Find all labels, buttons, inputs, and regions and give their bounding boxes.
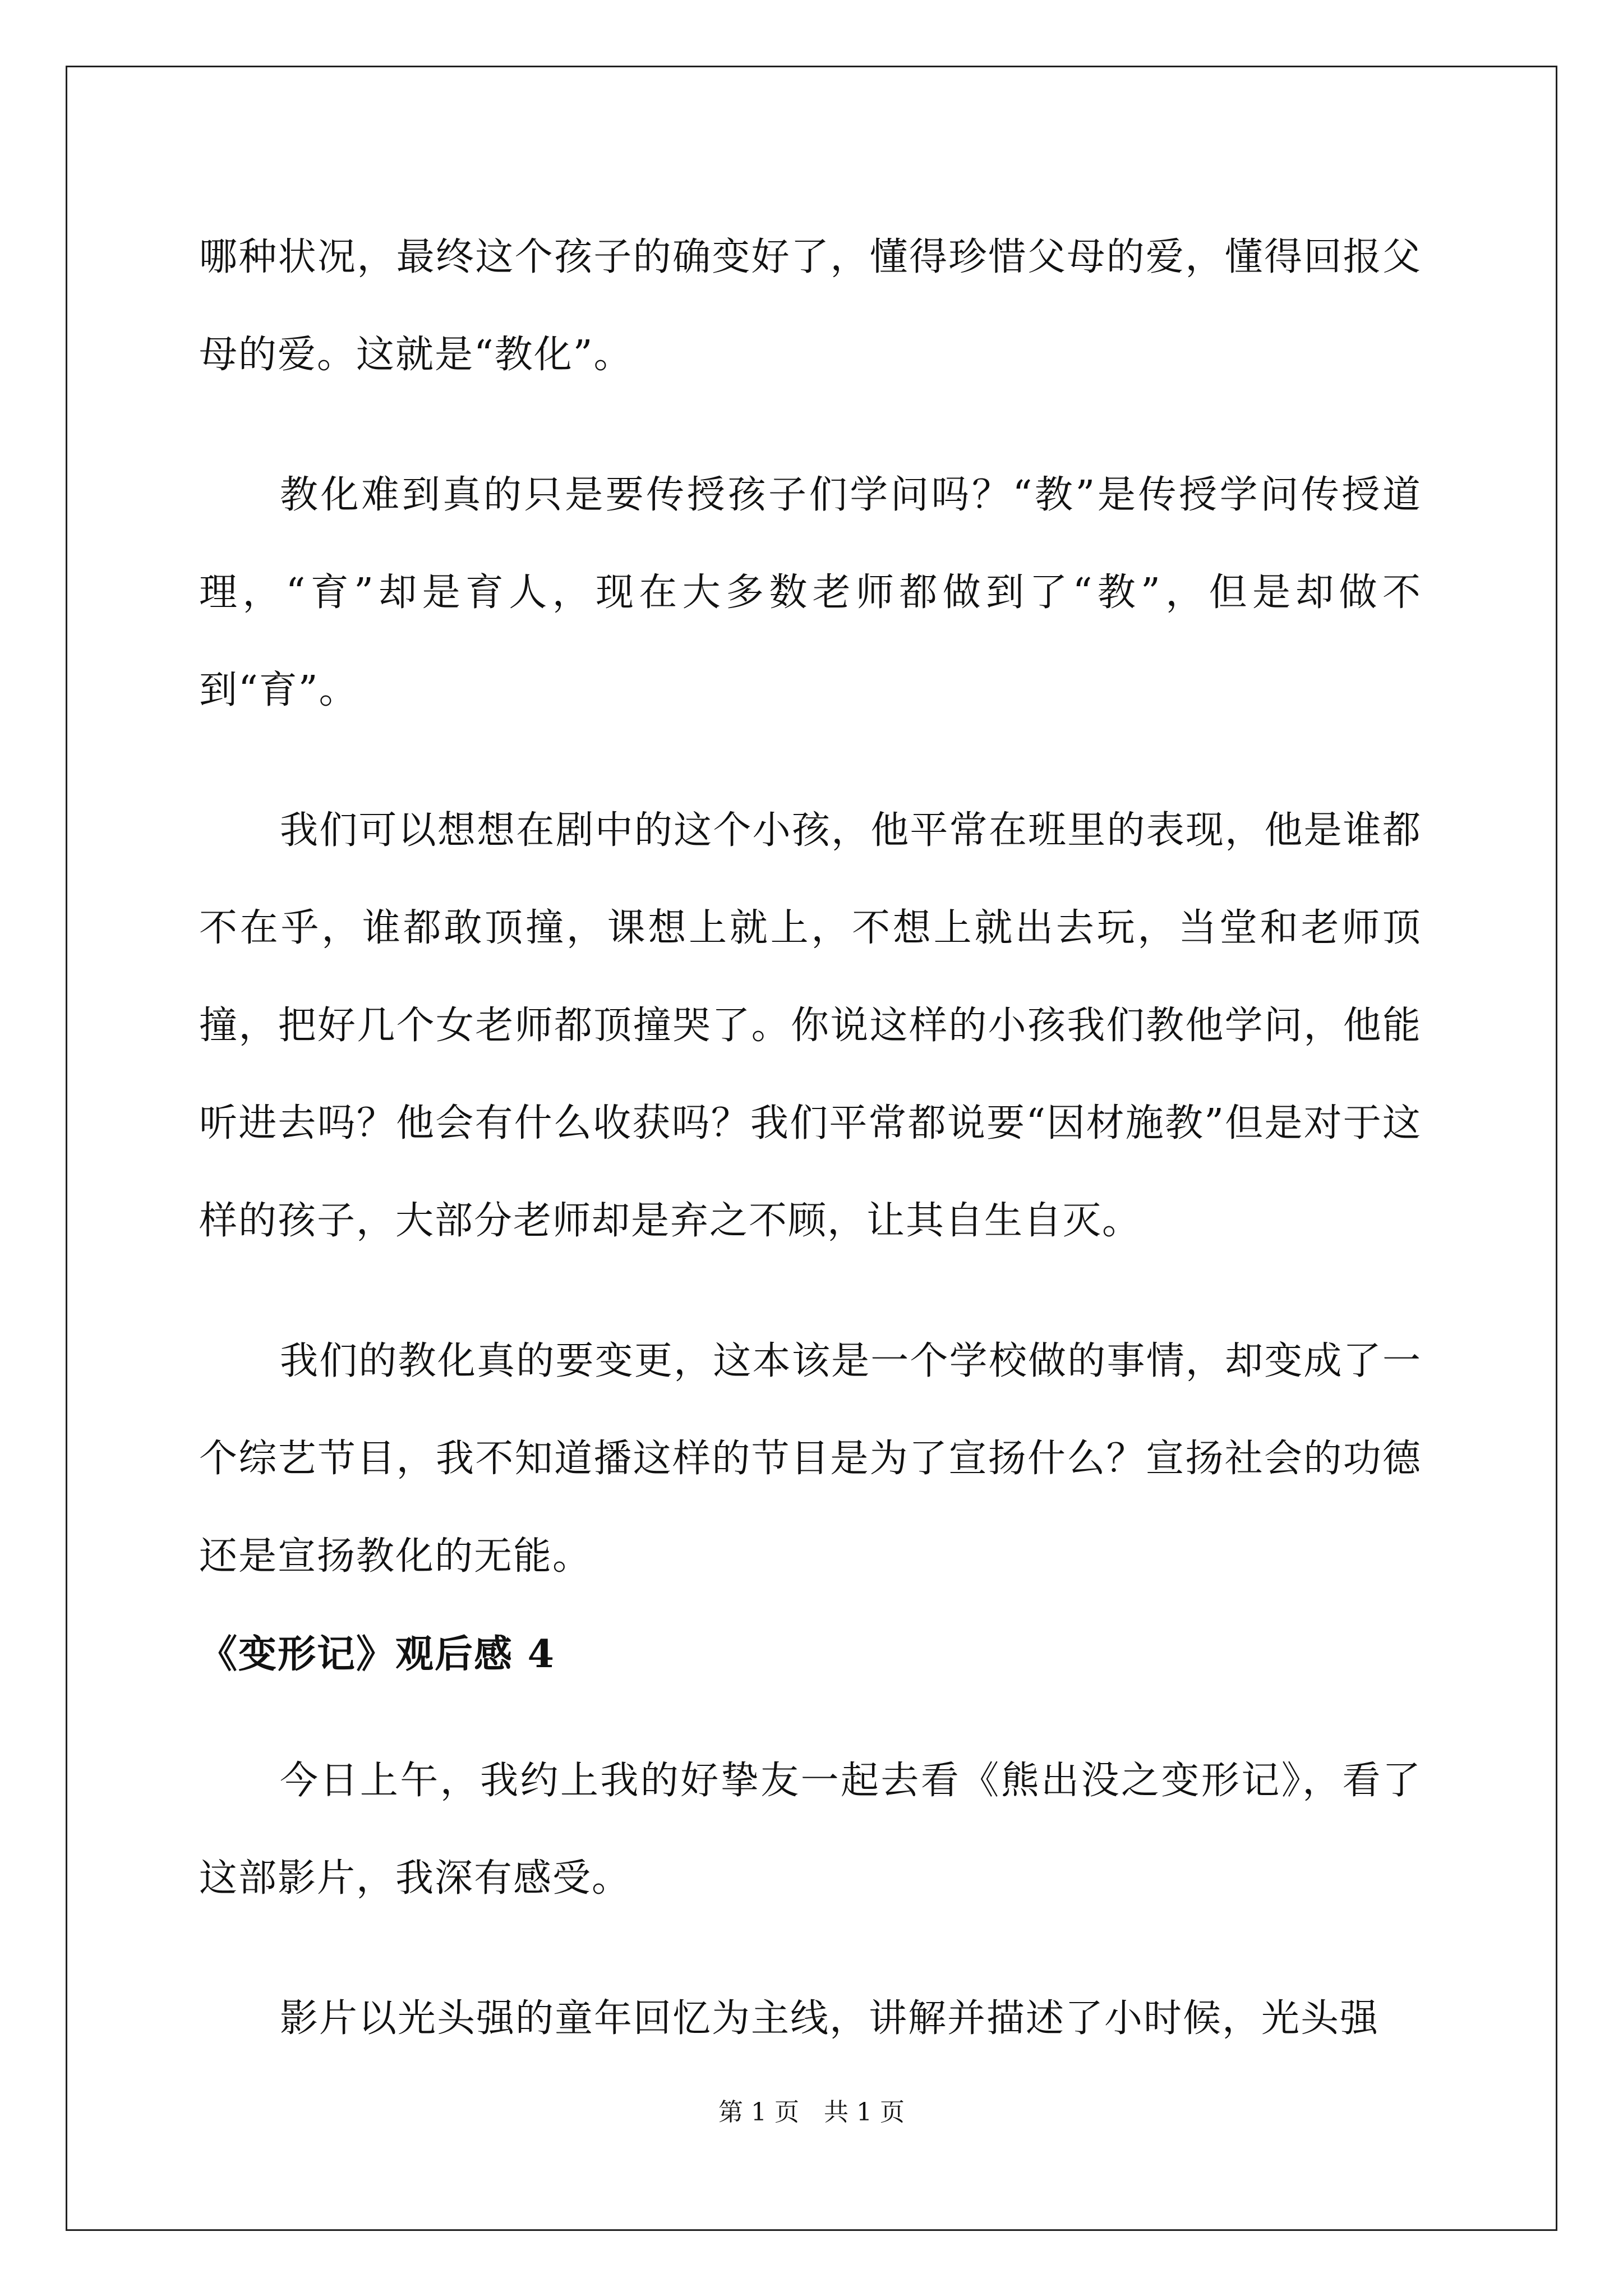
section-heading: 《变形记》观后感 4: [199, 1632, 555, 1677]
page-number-label: 第 1 页 共 1 页: [718, 2098, 905, 2127]
paragraph-4: 我们的教化真的要变更，这本该是一个学校做的事情，却变成了一个综艺节目，我不知道播这样的节目是为了宣扬什么？宣扬社会的功德还是宣扬教化的无能。: [199, 1339, 1422, 1579]
paragraph-2: 教化难到真的只是要传授孩子们学问吗？“教”是传授学问传授道理，“育”却是育人，现在大多数老师都做到了“教”，但是却做不到“育”。: [199, 473, 1422, 712]
page-footer: [0, 2096, 1623, 2129]
document-body: [199, 209, 1422, 2068]
paragraph-5: 今日上午，我约上我的好挚友一起去看《熊出没之变形记》，看了这部影片，我深有感受。: [199, 1759, 1422, 1901]
paragraph-1: 哪种状况，最终这个孩子的确变好了，懂得珍惜父母的爱，懂得回报父母的爱。这就是“教化”。: [199, 235, 1422, 377]
paragraph-6: 影片以光头强的童年回忆为主线，讲解并描述了小时候，光头强: [280, 1996, 1380, 2041]
paragraph-3: 我们可以想想在剧中的这个小孩，他平常在班里的表现，他是谁都不在乎，谁都敢顶撞，课想上就上，不想上就出去玩，当堂和老师顶撞，把好几个女老师都顶撞哭了。你说这样的小孩我们教他学问，他能听进去吗？他会有什么收获吗？我们平常都说要“因材施教”但是对于这样的孩子，大部分老师却是弃之不顾，让其自生自灭。: [199, 808, 1422, 1243]
